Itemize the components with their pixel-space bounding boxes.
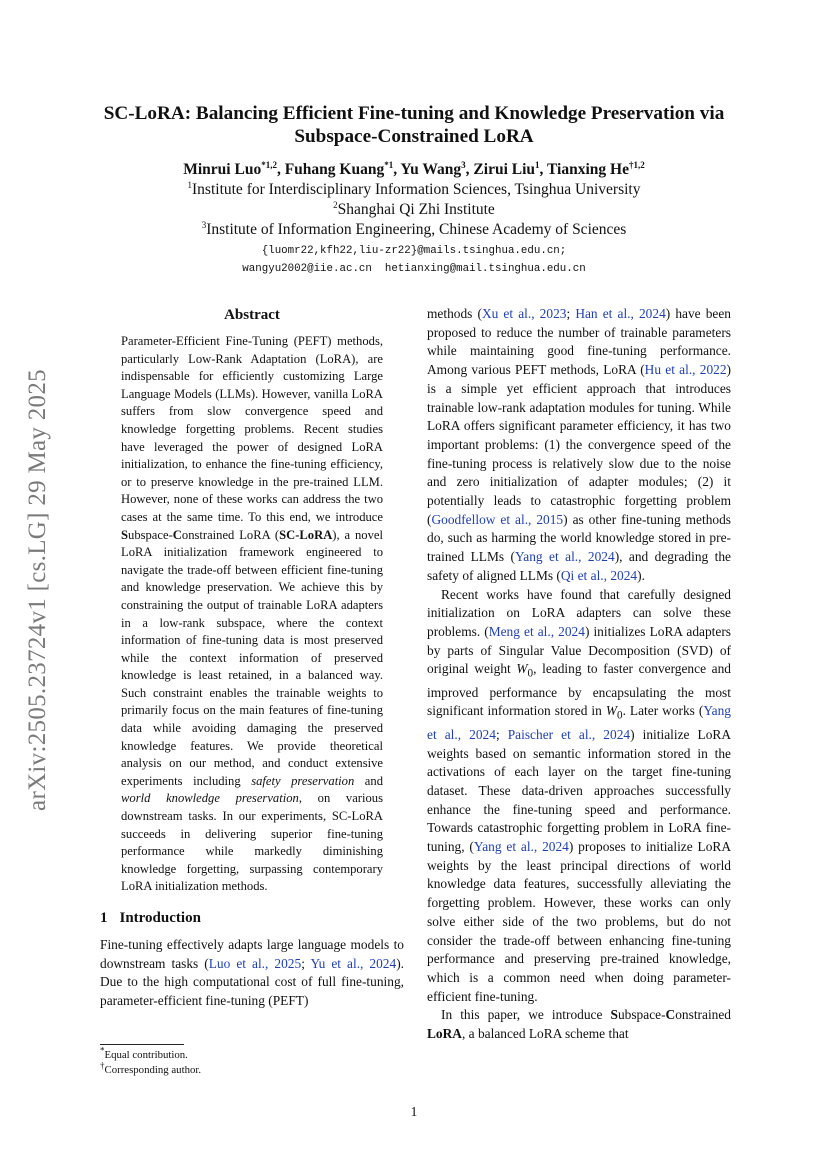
text-span: ;: [301, 955, 311, 971]
text-span: . Later works (: [622, 703, 704, 719]
title-line-1: SC-LoRA: Balancing Efficient Fine-tuning and Knowledge Preservation via: [103, 103, 725, 124]
citation-link[interactable]: Yang et al., 2024: [514, 549, 615, 565]
text-span: ;: [566, 306, 576, 321]
author-mark: *1: [384, 159, 394, 170]
right-column: [427, 305, 731, 1044]
math-symbol: W: [605, 703, 617, 719]
footnote-text: Corresponding author.: [104, 1064, 202, 1076]
affiliation-text: Institute for Interdisciplinary Information Sciences, Tsinghua University: [192, 181, 641, 198]
abstract-span: ubspace-: [128, 527, 173, 542]
affiliation-text: Shanghai Qi Zhi Institute: [337, 201, 495, 218]
arxiv-id-text: arXiv:2505.23724v1 [cs.LG] 29 May 2025: [24, 369, 51, 811]
arxiv-identifier: [8, 340, 68, 840]
footnote-mark: *: [100, 1045, 105, 1056]
affiliation: [90, 220, 738, 240]
abstract-text: [121, 333, 383, 896]
citation-link[interactable]: Paischer et al., 2024: [507, 726, 631, 742]
text-span: ).: [637, 567, 645, 583]
text-span: In this paper, we introduce: [441, 1007, 611, 1023]
footnote-mark: †: [100, 1060, 105, 1071]
citation-link[interactable]: Hu et al., 2022: [644, 362, 727, 378]
affiliation-mark: 2: [333, 199, 338, 210]
email-line-2: wangyu2002@iie.ac.cn hetianxing@mail.tsinghua.edu.cn: [242, 263, 586, 275]
text-span: Fine-tuning effectively adapts large language models to downstream tasks (: [100, 937, 404, 971]
abstract-span: , on various downstream tasks. In our experiments, SC-LoRA succeeds in delivering superior fine-tuning performance while markedly diminishing knowledge forgetting, surpassing contemporary LoRA initialization methods.: [121, 791, 383, 894]
citation-link[interactable]: Luo et al., 2025: [208, 955, 302, 971]
author-mark: †1,2: [628, 159, 645, 170]
bold-span: S: [610, 1007, 618, 1023]
author-emails: [90, 242, 738, 278]
text-span: , a balanced LoRA scheme that: [461, 1026, 629, 1042]
intro-paragraph-3: [427, 1006, 731, 1043]
citation-link[interactable]: Meng et al., 2024: [488, 623, 585, 639]
text-span: ) have been proposed to reduce the number of trainable parameters while maintaining good fine-tuning performance. Among various PEFT methods, LoRA (: [427, 306, 732, 378]
text-span: ) initialize LoRA weights based on semantic information stored in the activations of each layer on the target fine-tuning dataset. These data-driven approaches successfully enhance the fine-tuning speed and performance. Towards catastrophic forgetting problem in LoRA fine-tuning, (: [427, 726, 732, 855]
abstract-bold: S: [121, 527, 129, 542]
author-mark: 3: [461, 159, 466, 170]
footnotes: [100, 1044, 404, 1078]
footnote-rule: [100, 1044, 184, 1045]
text-span: methods (: [427, 306, 482, 321]
citation-link[interactable]: Yang et al., 2024: [473, 839, 569, 855]
abstract-bold: SC-LoRA: [279, 527, 333, 542]
citation-link[interactable]: Yu et al., 2024: [310, 955, 397, 971]
left-column: [100, 305, 404, 1011]
text-span: ) as other fine-tuning methods do, such as harming the world knowledge stored in pre-trained LLMs (: [427, 511, 731, 565]
text-span: ubspace-: [617, 1007, 666, 1023]
affiliation: [90, 200, 738, 220]
math-subscript: 0: [527, 668, 534, 681]
paper-title: [90, 102, 738, 148]
citation-link[interactable]: Xu et al., 2023: [481, 306, 567, 321]
affiliation-text: Institute of Information Engineering, Chinese Academy of Sciences: [206, 221, 627, 238]
section-title: Introduction: [119, 910, 201, 926]
author-block: [90, 160, 738, 278]
bold-span: C: [665, 1007, 676, 1023]
page-number: 1: [410, 1104, 418, 1119]
bold-span: LoRA: [427, 1026, 462, 1042]
abstract-heading: Abstract: [224, 307, 280, 323]
abstract-bold: C: [172, 527, 182, 542]
author-name: Fuhang Kuang: [284, 161, 385, 178]
affiliation-mark: 3: [201, 219, 207, 230]
citation-link[interactable]: Han et al., 2024: [575, 306, 666, 321]
intro-paragraph-2: [427, 586, 731, 1007]
author-names: Minrui Luo$^{*1,2}$, Fuhang Kuang$^{*1}$, Yu Wang$^3$, Zirui Liu$^1$, Tianxing He$^{\dagger 1,2}$: [183, 159, 645, 178]
email-line-1: {luomr22,kfh22,liu-zr22}@mails.tsinghua.edu.cn;: [261, 245, 567, 257]
footnote-text: Equal contribution.: [104, 1049, 188, 1061]
abstract-italic: safety preservation: [251, 773, 355, 788]
section-heading-introduction: [100, 908, 404, 928]
abstract-italic: world knowledge preservation: [121, 791, 299, 806]
text-span: , leading to faster convergence and improved performance by encapsulating the most significant information stored in: [427, 661, 731, 719]
text-span: ). Due to the high computational cost of full fine-tuning, parameter-efficient fine-tuning (PEFT): [100, 955, 404, 1009]
title-line-2: Subspace-Constrained LoRA: [294, 126, 534, 147]
text-span: Recent works have found that carefully designed initialization on LoRA adapters can solve these problems. (: [427, 586, 731, 639]
author-name: Tianxing He: [547, 161, 629, 178]
author-name: Zirui Liu: [473, 161, 536, 178]
author-name: Minrui Luo: [183, 161, 262, 178]
abstract-span: Parameter-Efficient Fine-Tuning (PEFT) methods, particularly Low-Rank Adaptation (LoRA), are indispensable for efficiently customizing Large Language Models (LLMs). However, vanilla LoRA suffers from slow convergence speed and knowledge forgetting problems. Recent studies have leveraged the power of designed LoRA initialization, to enhance the fine-tuning efficiency, or to preserve knowledge in the pre-trained LLM. However, none of these works can address the two cases at the same time. To this end, we introduce: [121, 334, 383, 524]
math-symbol: W: [516, 661, 528, 677]
affiliation: [90, 180, 738, 200]
text-span: ;: [495, 726, 508, 742]
text-span: onstrained: [675, 1007, 731, 1023]
text-span: ) is a simple yet efficient approach that introduces trainable low-rank adaptation modules for tuning. While LoRA offers significant parameter efficiency, it has two important problems: (1) the convergence speed of the fine-tuning process is relatively slow due to the noise and zero initialization of adapter modules; (2) it potentially leads to catastrophic forgetting problem (: [427, 362, 731, 527]
citation-link[interactable]: Yang et al., 2024: [427, 703, 731, 742]
footnote-corresponding-author: [100, 1060, 404, 1078]
abstract-span: and: [354, 773, 383, 788]
text-span: ) initializes LoRA adapters by parts of Singular Value Decomposition (SVD) of original weight: [427, 623, 731, 677]
author-mark: *1,2: [261, 159, 277, 170]
text-span: ), and degrading the safety of aligned LLMs (: [427, 549, 731, 583]
citation-link[interactable]: Qi et al., 2024: [560, 567, 638, 583]
intro-paragraph-1-cont: [427, 305, 731, 586]
abstract-span: onstrained LoRA (: [181, 527, 280, 542]
text-span: ) proposes to initialize LoRA weights by the least principal directions of world knowledge data features, successfully alleviating the forgetting problem. However, these works can only solve either side of the two problems, but do not consider the trade-off between enhancing fine-tuning performance and preserving pre-trained knowledge, which is a common need when doing parameter-efficient fine-tuning.: [427, 839, 732, 1004]
affiliation-mark: 1: [187, 179, 193, 190]
intro-paragraph-1: [100, 936, 404, 1011]
section-number: 1: [100, 910, 108, 926]
citation-link[interactable]: Goodfellow et al., 2015: [431, 511, 564, 527]
footnote-equal-contribution: [100, 1045, 404, 1063]
author-name: Yu Wang: [400, 161, 462, 178]
math-subscript: 0: [617, 710, 623, 723]
author-mark: 1: [535, 159, 540, 170]
abstract-span: ), a novel LoRA initialization framework engineered to navigate the trade-off between efficient fine-tuning and knowledge preservation. We achieve this by constraining the output of trainable LoRA adapters in a low-rank subspace, where the context information of fine-tuning data is most preserved while the context information of preserved knowledge is least retained, in a balanced way. Such constraint enables the trainable weights to primarily focus on the main features of fine-tuning data while avoiding damaging the preserved knowledge features. We provide theoretical analysis on our method, and conduct extensive experiments including: [121, 527, 383, 788]
